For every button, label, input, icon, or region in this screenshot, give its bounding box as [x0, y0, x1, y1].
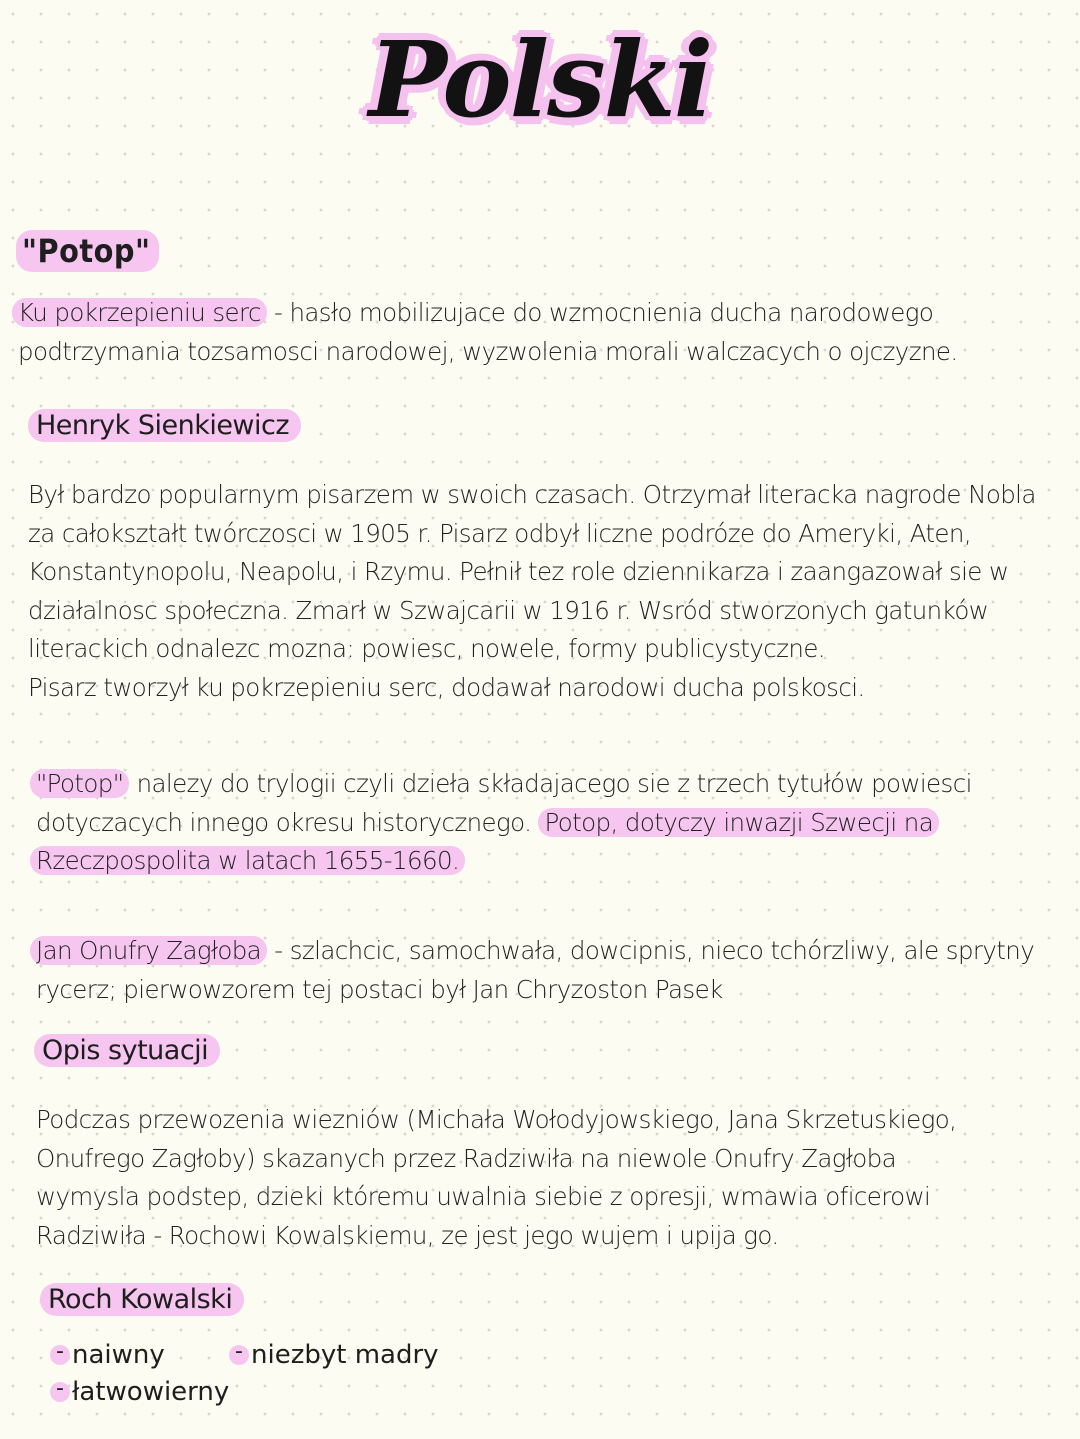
trait-item: [50, 1377, 229, 1407]
zagloba-line-2: rycerz; pierwowzorem tej postaci był Jan Chryzoston Pasek: [36, 974, 723, 1004]
trait-label: naiwny: [72, 1340, 165, 1370]
trilogy-highlight-2: Rzeczpospolita w latach 1655-1660.: [30, 846, 465, 875]
zagloba-definition: - szlachcic, samochwała, dowcipnis, nieco tchórzliwy, ale sprytny: [267, 936, 1035, 965]
motto-term: Ku pokrzepieniu serc: [12, 298, 267, 327]
trait-item: [50, 1340, 165, 1370]
situation-line: wymysla podstep, dzieki któremu uwalnia siebie z opresji, wmawia oficerowi: [36, 1182, 931, 1211]
author-bio-paragraph: [28, 476, 1036, 707]
author-heading: Henryk Sienkiewicz: [28, 409, 301, 442]
author-bio-line: Był bardzo popularnym pisarzem w swoich czasach. Otrzymał literacka nagrode Nobla: [28, 480, 1036, 509]
trilogy-text-2: dotyczacych innego okresu historycznego.: [36, 807, 539, 837]
motto-line-2: podtrzymania tozsamosci narodowej, wyzwolenia morali walczacych o ojczyzne.: [18, 336, 958, 366]
section-heading-potop: "Potop": [16, 230, 159, 272]
author-bio-line: Pisarz tworzył ku pokrzepieniu serc, dodawał narodowi ducha polskosci.: [28, 672, 865, 702]
roch-heading: Roch Kowalski: [40, 1283, 244, 1316]
zagloba-term: Jan Onufry Zagłoba: [30, 936, 267, 965]
situation-heading: Opis sytuacji: [34, 1034, 220, 1067]
zagloba-paragraph: [36, 932, 1034, 1009]
situation-line: Podczas przewozenia wiezniów (Michała Wołodyjowskiego, Jana Skrzetuskiego,: [36, 1105, 957, 1134]
bullet-dash-icon: [50, 1345, 70, 1365]
author-bio-line: za całokształt twórczosci w 1905 r. Pisarz odbył liczne podróze do Ameryki, Aten,: [28, 518, 972, 548]
author-bio-line: działalnosc społeczna. Zmarł w Szwajcarii w 1916 r. Wsród stworzonych gatunków: [28, 595, 989, 625]
motto-definition: - hasło mobilizujace do wzmocnienia ducha narodowego: [266, 298, 934, 327]
situation-line: Radziwiła - Rochowi Kowalskiemu, ze jest jego wujem i upija go.: [36, 1220, 779, 1250]
trilogy-term: "Potop": [30, 769, 129, 798]
author-bio-line: literackich odnalezc mozna: powiesc, nowele, formy publicystyczne.: [28, 634, 825, 663]
situation-line: Onufrego Zagłoby) skazanych przez Radziwiła na niewole Onufry Zagłoba: [36, 1143, 897, 1173]
trilogy-paragraph: [36, 765, 972, 881]
trilogy-text: nalezy do trylogii czyli dzieła składajacego sie z trzech tytułów powiesci: [129, 769, 972, 798]
trait-label: niezbyt madry: [251, 1340, 439, 1370]
bullet-dash-icon: [229, 1345, 249, 1365]
bullet-dash-icon: [50, 1382, 70, 1402]
author-bio-line: Konstantynopolu, Neapolu, i Rzymu. Pełnił tez role dziennikarza i zaangazował sie w: [28, 557, 1009, 586]
page-title: Polski: [368, 18, 712, 141]
trait-item: [229, 1340, 439, 1370]
trait-label: łatwowierny: [72, 1377, 230, 1407]
motto-paragraph: [18, 294, 958, 371]
trilogy-highlight: Potop, dotyczy inwazji Szwecji na: [538, 808, 939, 837]
situation-paragraph: [36, 1101, 956, 1255]
